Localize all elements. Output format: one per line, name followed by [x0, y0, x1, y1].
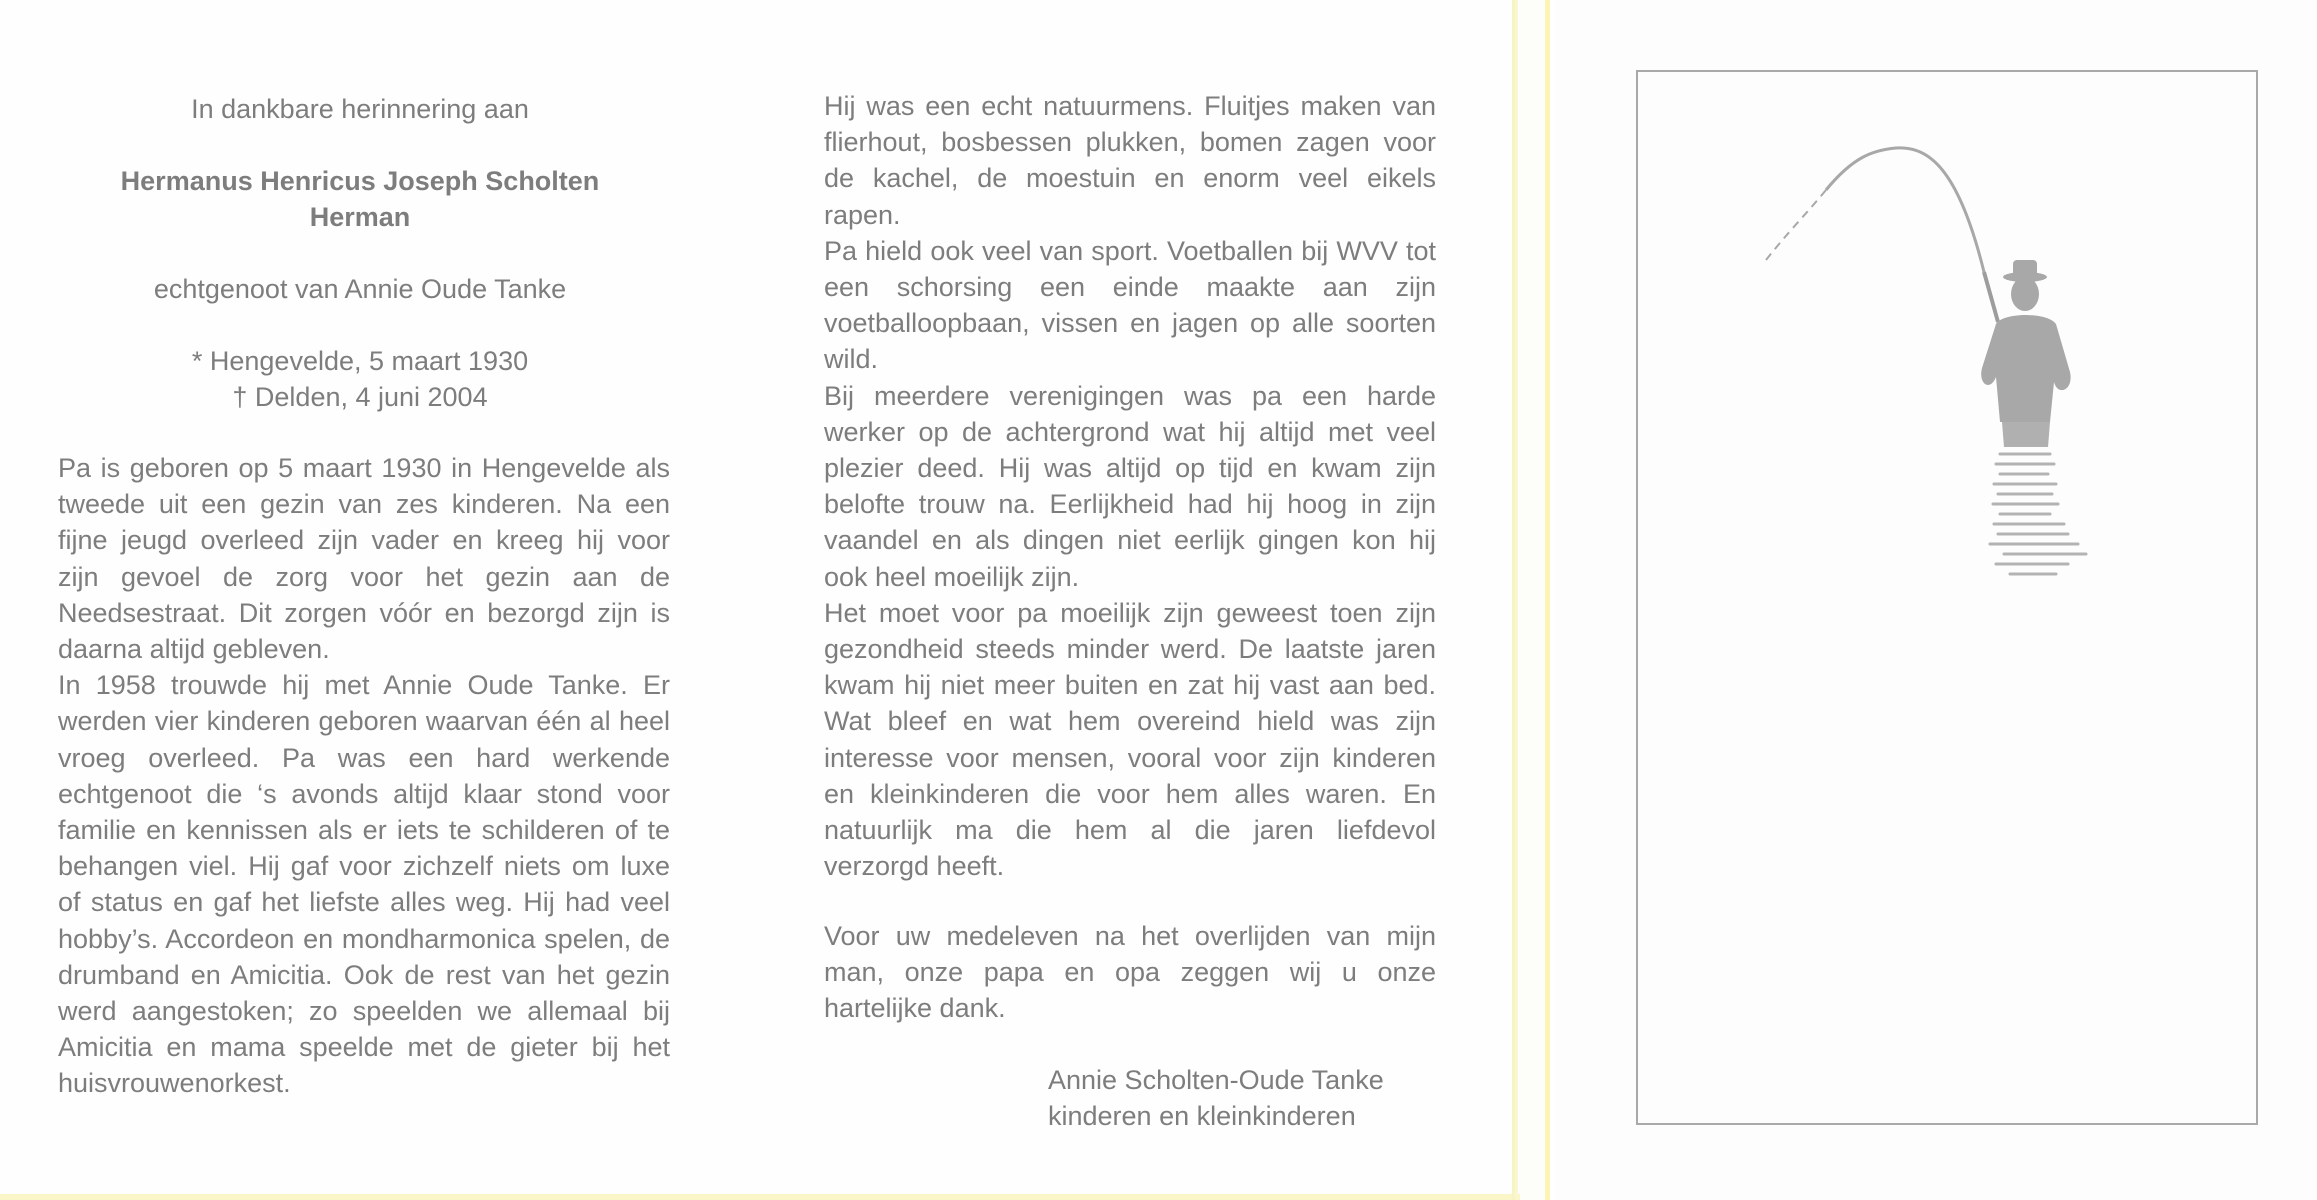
paper-edge: [0, 1194, 1520, 1200]
death-line: † Delden, 4 juni 2004: [232, 382, 488, 412]
card-fold-shadow: [1512, 0, 1518, 1200]
thank-you-text: Voor uw medeleven na het overlijden van mijn man, onze papa en opa zeggen wij u onze hartelijke dank.: [824, 921, 1436, 1024]
biography-paragraph: Bij meerdere verenigingen was pa een harde werker op de achtergrond wat hij altijd met veel plezier deed. Hij was altijd op tijd en kwam zijn belofte trouw na. Eerlijkheid had hij hoog in zijn vaandel en als dingen niet eerlijk gingen kon hij ook heel moeilijk zijn.: [824, 380, 1436, 592]
fisherman-silhouette-icon: [1638, 72, 2256, 1123]
illustration-frame: [1636, 70, 2258, 1125]
biography-column-left: [58, 450, 670, 1102]
thank-you-note: [824, 918, 1436, 1027]
card-fold-edge: [1545, 0, 1550, 1200]
signature-family: kinderen en kleinkinderen: [1048, 1101, 1356, 1131]
deceased-call-name: Herman: [309, 202, 411, 232]
deceased-full-name: Hermanus Henricus Joseph Scholten: [120, 166, 600, 196]
spouse-line: echtgenoot van Annie Oude Tanke: [153, 274, 567, 304]
intro-line: In dankbare herinnering aan: [191, 94, 529, 124]
signature-name: Annie Scholten-Oude Tanke: [1048, 1065, 1384, 1095]
biography-column-right: [824, 88, 1436, 884]
card-fold-gap: [1520, 0, 1545, 1200]
biography-paragraph: Het moet voor pa moeilijk zijn geweest toen zijn gezondheid steeds minder werd. De laatste jaren kwam hij niet meer buiten en zat hij vast aan bed. Wat bleef en wat hem overeind hield was zijn interesse voor mensen, vooral voor zijn kinderen en kleinkinderen die voor hem alles waren. En natuurlijk ma die hem al die jaren liefdevol verzorgd heeft.: [824, 597, 1436, 882]
biography-paragraph: Pa hield ook veel van sport. Voetballen bij WVV tot een schorsing een einde maakte aan zijn voetballoopbaan, vissen en jagen op alle soorten wild.: [824, 235, 1436, 375]
biography-paragraph: Pa is geboren op 5 maart 1930 in Hengevelde als tweede uit een gezin van zes kinderen. Na een fijne jeugd overleed zijn vader en kreeg hij voor zijn gevoel de zorg voor het gezin aan de Needsestraat. Dit zorgen vóór en bezorgd zijn is daarna altijd gebleven.: [58, 453, 670, 665]
biography-paragraph: In 1958 trouwde hij met Annie Oude Tanke. Er werden vier kinderen geboren waarvan één al heel vroeg overleed. Pa was een hard werkende echtgenoot die ‘s avonds altijd klaar stond voor familie en kennissen als er iets te schilderen of te behangen viel. Hij gaf voor zichzelf niets om luxe of status en gaf het liefste alles weg. Hij had veel hobby’s. Accordeon en mondharmonica spelen, de drumband en Amicitia. Ook de rest van het gezin werd aangestoken; zo speelden we allemaal bij Amicitia en mama speelde met de gieter bij het huisvrouwenorkest.: [58, 670, 670, 1099]
birth-line: * Hengevelde, 5 maart 1930: [191, 346, 529, 376]
biography-paragraph: Hij was een echt natuurmens. Fluitjes maken van flierhout, bosbessen plukken, bomen zagen voor de kachel, de moestuin en enorm veel eikels rapen.: [824, 91, 1436, 230]
